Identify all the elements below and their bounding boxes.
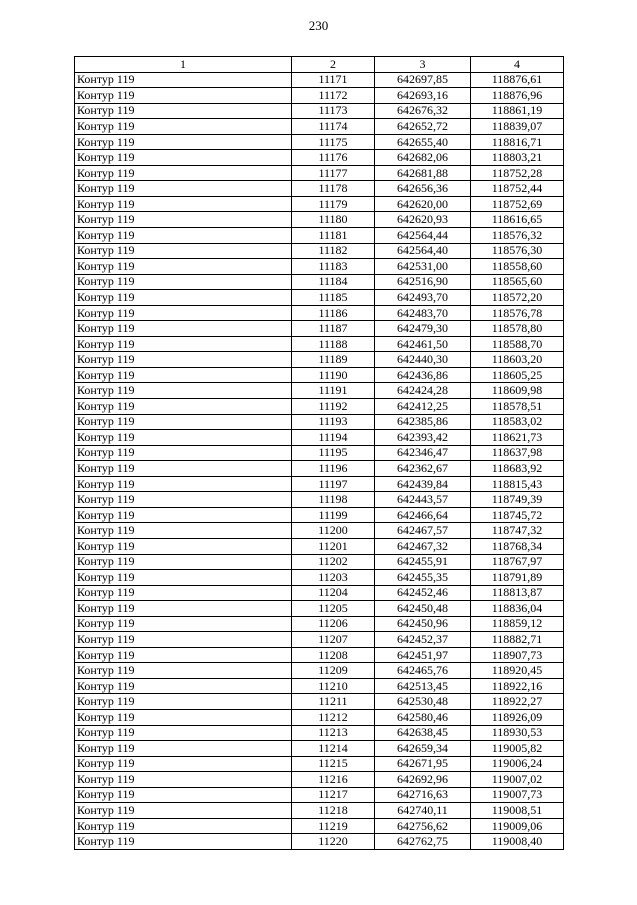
contour-name-cell: Контур 119 — [75, 507, 292, 523]
y-coordinate-cell: 118816,71 — [471, 134, 564, 150]
x-coordinate-cell: 642455,91 — [375, 554, 471, 570]
contour-name-cell: Контур 119 — [75, 445, 292, 461]
point-number-cell: 11184 — [292, 274, 375, 290]
x-coordinate-cell: 642467,32 — [375, 538, 471, 554]
point-number-cell: 11214 — [292, 741, 375, 757]
contour-name-cell: Контур 119 — [75, 756, 292, 772]
x-coordinate-cell: 642676,32 — [375, 103, 471, 119]
point-number-cell: 11187 — [292, 321, 375, 337]
contour-name-cell: Контур 119 — [75, 88, 292, 104]
y-coordinate-cell: 119005,82 — [471, 741, 564, 757]
x-coordinate-cell: 642513,45 — [375, 678, 471, 694]
table-row — [75, 243, 564, 259]
y-coordinate-cell: 118920,45 — [471, 663, 564, 679]
contour-name-cell: Контур 119 — [75, 134, 292, 150]
y-coordinate-cell: 118815,43 — [471, 476, 564, 492]
contour-name-cell: Контур 119 — [75, 741, 292, 757]
point-number-cell: 11180 — [292, 212, 375, 228]
x-coordinate-cell: 642493,70 — [375, 290, 471, 306]
y-coordinate-cell: 118752,44 — [471, 181, 564, 197]
y-coordinate-cell: 119007,02 — [471, 772, 564, 788]
table-row — [75, 834, 564, 850]
x-coordinate-cell: 642393,42 — [375, 430, 471, 446]
point-number-cell: 11171 — [292, 72, 375, 88]
table-row — [75, 601, 564, 617]
x-coordinate-cell: 642346,47 — [375, 445, 471, 461]
point-number-cell: 11183 — [292, 259, 375, 275]
x-coordinate-cell: 642516,90 — [375, 274, 471, 290]
point-number-cell: 11195 — [292, 445, 375, 461]
point-number-cell: 11216 — [292, 772, 375, 788]
contour-name-cell: Контур 119 — [75, 772, 292, 788]
contour-name-cell: Контур 119 — [75, 725, 292, 741]
contour-name-cell: Контур 119 — [75, 523, 292, 539]
contour-name-cell: Контур 119 — [75, 430, 292, 446]
point-number-cell: 11220 — [292, 834, 375, 850]
y-coordinate-cell: 118768,34 — [471, 538, 564, 554]
y-coordinate-cell: 118578,80 — [471, 321, 564, 337]
table-row — [75, 538, 564, 554]
point-number-cell: 11201 — [292, 538, 375, 554]
table-row — [75, 352, 564, 368]
point-number-cell: 11179 — [292, 196, 375, 212]
contour-name-cell: Контур 119 — [75, 632, 292, 648]
x-coordinate-cell: 642424,28 — [375, 383, 471, 399]
y-coordinate-cell: 118565,60 — [471, 274, 564, 290]
table-row — [75, 818, 564, 834]
x-coordinate-cell: 642652,72 — [375, 119, 471, 135]
table-body — [75, 72, 564, 849]
contour-name-cell: Контур 119 — [75, 709, 292, 725]
x-coordinate-cell: 642697,85 — [375, 72, 471, 88]
y-coordinate-cell: 119006,24 — [471, 756, 564, 772]
contour-name-cell: Контур 119 — [75, 585, 292, 601]
point-number-cell: 11204 — [292, 585, 375, 601]
point-number-cell: 11217 — [292, 787, 375, 803]
x-coordinate-cell: 642682,06 — [375, 150, 471, 166]
y-coordinate-cell: 118609,98 — [471, 383, 564, 399]
contour-name-cell: Контур 119 — [75, 305, 292, 321]
contour-name-cell: Контур 119 — [75, 492, 292, 508]
point-number-cell: 11176 — [292, 150, 375, 166]
point-number-cell: 11207 — [292, 632, 375, 648]
contour-name-cell: Контур 119 — [75, 554, 292, 570]
point-number-cell: 11196 — [292, 461, 375, 477]
contour-name-cell: Контур 119 — [75, 787, 292, 803]
x-coordinate-cell: 642564,40 — [375, 243, 471, 259]
x-coordinate-cell: 642452,46 — [375, 585, 471, 601]
y-coordinate-cell: 119007,73 — [471, 787, 564, 803]
x-coordinate-cell: 642450,48 — [375, 601, 471, 617]
table-row — [75, 647, 564, 663]
table-row — [75, 803, 564, 819]
point-number-cell: 11215 — [292, 756, 375, 772]
table-row — [75, 725, 564, 741]
table-row — [75, 399, 564, 415]
point-number-cell: 11194 — [292, 430, 375, 446]
y-coordinate-cell: 118836,04 — [471, 601, 564, 617]
y-coordinate-cell: 118603,20 — [471, 352, 564, 368]
contour-name-cell: Контур 119 — [75, 818, 292, 834]
contour-name-cell: Контур 119 — [75, 461, 292, 477]
y-coordinate-cell: 118637,98 — [471, 445, 564, 461]
point-number-cell: 11219 — [292, 818, 375, 834]
x-coordinate-cell: 642455,35 — [375, 570, 471, 586]
table-row — [75, 165, 564, 181]
table-row — [75, 367, 564, 383]
y-coordinate-cell: 118588,70 — [471, 336, 564, 352]
header-cell-3: 3 — [375, 57, 471, 73]
x-coordinate-cell: 642692,96 — [375, 772, 471, 788]
point-number-cell: 11185 — [292, 290, 375, 306]
contour-name-cell: Контур 119 — [75, 150, 292, 166]
point-number-cell: 11181 — [292, 228, 375, 244]
point-number-cell: 11173 — [292, 103, 375, 119]
y-coordinate-cell: 118749,39 — [471, 492, 564, 508]
table-row — [75, 570, 564, 586]
y-coordinate-cell: 118922,27 — [471, 694, 564, 710]
point-number-cell: 11177 — [292, 165, 375, 181]
y-coordinate-cell: 118803,21 — [471, 150, 564, 166]
point-number-cell: 11200 — [292, 523, 375, 539]
x-coordinate-cell: 642466,64 — [375, 507, 471, 523]
point-number-cell: 11197 — [292, 476, 375, 492]
x-coordinate-cell: 642467,57 — [375, 523, 471, 539]
y-coordinate-cell: 118572,20 — [471, 290, 564, 306]
contour-name-cell: Контур 119 — [75, 834, 292, 850]
x-coordinate-cell: 642638,45 — [375, 725, 471, 741]
x-coordinate-cell: 642465,76 — [375, 663, 471, 679]
table-row — [75, 430, 564, 446]
y-coordinate-cell: 118930,53 — [471, 725, 564, 741]
x-coordinate-cell: 642412,25 — [375, 399, 471, 415]
table-row — [75, 554, 564, 570]
x-coordinate-cell: 642740,11 — [375, 803, 471, 819]
header-cell-1: 1 — [75, 57, 292, 73]
table-row — [75, 461, 564, 477]
y-coordinate-cell: 119008,40 — [471, 834, 564, 850]
x-coordinate-cell: 642483,70 — [375, 305, 471, 321]
x-coordinate-cell: 642439,84 — [375, 476, 471, 492]
table-row — [75, 414, 564, 430]
table-row — [75, 88, 564, 104]
table-row — [75, 134, 564, 150]
y-coordinate-cell: 118745,72 — [471, 507, 564, 523]
point-number-cell: 11191 — [292, 383, 375, 399]
point-number-cell: 11198 — [292, 492, 375, 508]
x-coordinate-cell: 642451,97 — [375, 647, 471, 663]
table-row — [75, 507, 564, 523]
x-coordinate-cell: 642716,63 — [375, 787, 471, 803]
contour-name-cell: Контур 119 — [75, 414, 292, 430]
table-row — [75, 228, 564, 244]
point-number-cell: 11178 — [292, 181, 375, 197]
y-coordinate-cell: 118605,25 — [471, 367, 564, 383]
contour-name-cell: Контур 119 — [75, 72, 292, 88]
table-row — [75, 787, 564, 803]
table-row — [75, 772, 564, 788]
table-row — [75, 678, 564, 694]
x-coordinate-cell: 642436,86 — [375, 367, 471, 383]
x-coordinate-cell: 642530,48 — [375, 694, 471, 710]
x-coordinate-cell: 642531,00 — [375, 259, 471, 275]
point-number-cell: 11211 — [292, 694, 375, 710]
contour-name-cell: Контур 119 — [75, 119, 292, 135]
x-coordinate-cell: 642479,30 — [375, 321, 471, 337]
y-coordinate-cell: 118747,32 — [471, 523, 564, 539]
table-row — [75, 756, 564, 772]
y-coordinate-cell: 118583,02 — [471, 414, 564, 430]
x-coordinate-cell: 642762,75 — [375, 834, 471, 850]
point-number-cell: 11205 — [292, 601, 375, 617]
x-coordinate-cell: 642580,46 — [375, 709, 471, 725]
table-row — [75, 476, 564, 492]
x-coordinate-cell: 642656,36 — [375, 181, 471, 197]
y-coordinate-cell: 118621,73 — [471, 430, 564, 446]
y-coordinate-cell: 118926,09 — [471, 709, 564, 725]
contour-name-cell: Контур 119 — [75, 243, 292, 259]
y-coordinate-cell: 118813,87 — [471, 585, 564, 601]
table-row — [75, 119, 564, 135]
table-row — [75, 150, 564, 166]
contour-name-cell: Контур 119 — [75, 274, 292, 290]
point-number-cell: 11174 — [292, 119, 375, 135]
table-row — [75, 694, 564, 710]
contour-name-cell: Контур 119 — [75, 165, 292, 181]
contour-name-cell: Контур 119 — [75, 181, 292, 197]
table-header-row — [75, 57, 564, 73]
y-coordinate-cell: 118578,51 — [471, 399, 564, 415]
point-number-cell: 11199 — [292, 507, 375, 523]
point-number-cell: 11206 — [292, 616, 375, 632]
contour-name-cell: Контур 119 — [75, 399, 292, 415]
page-number: 230 — [308, 18, 329, 33]
header-cell-4: 4 — [471, 57, 564, 73]
table-row — [75, 274, 564, 290]
y-coordinate-cell: 119009,06 — [471, 818, 564, 834]
contour-name-cell: Контур 119 — [75, 367, 292, 383]
contour-name-cell: Контур 119 — [75, 601, 292, 617]
contour-name-cell: Контур 119 — [75, 803, 292, 819]
point-number-cell: 11188 — [292, 336, 375, 352]
point-number-cell: 11213 — [292, 725, 375, 741]
table-row — [75, 259, 564, 275]
contour-name-cell: Контур 119 — [75, 538, 292, 554]
point-number-cell: 11193 — [292, 414, 375, 430]
contour-name-cell: Контур 119 — [75, 228, 292, 244]
contour-name-cell: Контур 119 — [75, 352, 292, 368]
y-coordinate-cell: 118616,65 — [471, 212, 564, 228]
table-row — [75, 663, 564, 679]
table-row — [75, 290, 564, 306]
point-number-cell: 11202 — [292, 554, 375, 570]
table-row — [75, 196, 564, 212]
point-number-cell: 11208 — [292, 647, 375, 663]
contour-name-cell: Контур 119 — [75, 694, 292, 710]
y-coordinate-cell: 118859,12 — [471, 616, 564, 632]
point-number-cell: 11175 — [292, 134, 375, 150]
table-row — [75, 741, 564, 757]
contour-name-cell: Контур 119 — [75, 336, 292, 352]
contour-name-cell: Контур 119 — [75, 570, 292, 586]
y-coordinate-cell: 118876,61 — [471, 72, 564, 88]
contour-name-cell: Контур 119 — [75, 476, 292, 492]
x-coordinate-cell: 642450,96 — [375, 616, 471, 632]
y-coordinate-cell: 118882,71 — [471, 632, 564, 648]
y-coordinate-cell: 118767,97 — [471, 554, 564, 570]
table-row — [75, 305, 564, 321]
contour-name-cell: Контур 119 — [75, 647, 292, 663]
y-coordinate-cell: 118861,19 — [471, 103, 564, 119]
y-coordinate-cell: 118576,32 — [471, 228, 564, 244]
y-coordinate-cell: 118791,89 — [471, 570, 564, 586]
point-number-cell: 11218 — [292, 803, 375, 819]
x-coordinate-cell: 642659,34 — [375, 741, 471, 757]
table-row — [75, 492, 564, 508]
x-coordinate-cell: 642681,88 — [375, 165, 471, 181]
table-row — [75, 616, 564, 632]
point-number-cell: 11192 — [292, 399, 375, 415]
contour-name-cell: Контур 119 — [75, 259, 292, 275]
x-coordinate-cell: 642655,40 — [375, 134, 471, 150]
y-coordinate-cell: 118876,96 — [471, 88, 564, 104]
contour-name-cell: Контур 119 — [75, 290, 292, 306]
y-coordinate-cell: 118752,28 — [471, 165, 564, 181]
point-number-cell: 11186 — [292, 305, 375, 321]
table-row — [75, 383, 564, 399]
x-coordinate-cell: 642385,86 — [375, 414, 471, 430]
point-number-cell: 11209 — [292, 663, 375, 679]
contour-name-cell: Контур 119 — [75, 383, 292, 399]
table-row — [75, 632, 564, 648]
point-number-cell: 11190 — [292, 367, 375, 383]
table-row — [75, 585, 564, 601]
x-coordinate-cell: 642362,67 — [375, 461, 471, 477]
y-coordinate-cell: 118907,73 — [471, 647, 564, 663]
contour-name-cell: Контур 119 — [75, 616, 292, 632]
point-number-cell: 11189 — [292, 352, 375, 368]
contour-name-cell: Контур 119 — [75, 678, 292, 694]
x-coordinate-cell: 642693,16 — [375, 88, 471, 104]
x-coordinate-cell: 642452,37 — [375, 632, 471, 648]
y-coordinate-cell: 118576,78 — [471, 305, 564, 321]
contour-name-cell: Контур 119 — [75, 103, 292, 119]
table-row — [75, 445, 564, 461]
header-cell-2: 2 — [292, 57, 375, 73]
x-coordinate-cell: 642461,50 — [375, 336, 471, 352]
contour-name-cell: Контур 119 — [75, 663, 292, 679]
table-row — [75, 336, 564, 352]
x-coordinate-cell: 642620,00 — [375, 196, 471, 212]
table-row — [75, 181, 564, 197]
y-coordinate-cell: 118683,92 — [471, 461, 564, 477]
point-number-cell: 11172 — [292, 88, 375, 104]
point-number-cell: 11182 — [292, 243, 375, 259]
y-coordinate-cell: 118558,60 — [471, 259, 564, 275]
point-number-cell: 11203 — [292, 570, 375, 586]
table-row — [75, 103, 564, 119]
x-coordinate-cell: 642671,95 — [375, 756, 471, 772]
x-coordinate-cell: 642440,30 — [375, 352, 471, 368]
y-coordinate-cell: 119008,51 — [471, 803, 564, 819]
x-coordinate-cell: 642443,57 — [375, 492, 471, 508]
table-row — [75, 72, 564, 88]
coordinates-table — [74, 56, 564, 850]
contour-name-cell: Контур 119 — [75, 196, 292, 212]
x-coordinate-cell: 642564,44 — [375, 228, 471, 244]
x-coordinate-cell: 642756,62 — [375, 818, 471, 834]
y-coordinate-cell: 118576,30 — [471, 243, 564, 259]
contour-name-cell: Контур 119 — [75, 212, 292, 228]
x-coordinate-cell: 642620,93 — [375, 212, 471, 228]
contour-name-cell: Контур 119 — [75, 321, 292, 337]
y-coordinate-cell: 118922,16 — [471, 678, 564, 694]
table-row — [75, 523, 564, 539]
point-number-cell: 11210 — [292, 678, 375, 694]
y-coordinate-cell: 118839,07 — [471, 119, 564, 135]
table-row — [75, 212, 564, 228]
y-coordinate-cell: 118752,69 — [471, 196, 564, 212]
point-number-cell: 11212 — [292, 709, 375, 725]
table-row — [75, 709, 564, 725]
table-row — [75, 321, 564, 337]
